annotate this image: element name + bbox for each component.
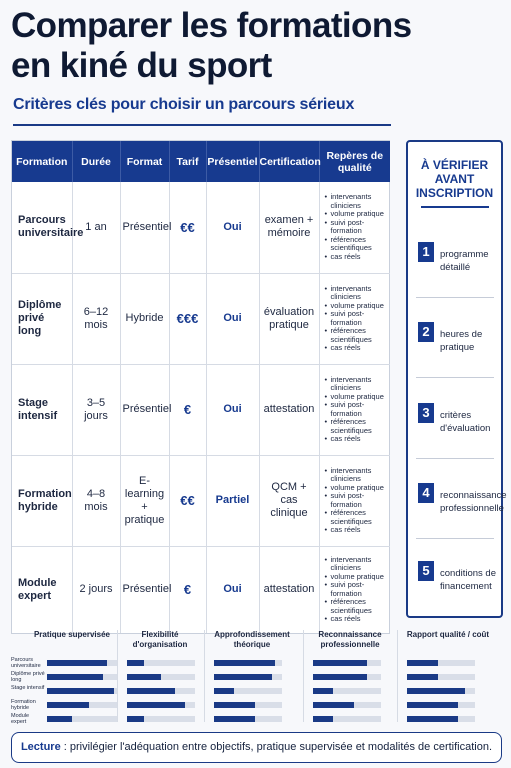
header-duree: Durée (72, 141, 120, 182)
quality-list (325, 285, 389, 353)
quality-list (325, 193, 389, 261)
bar-fill (313, 660, 367, 666)
step-divider (416, 377, 494, 378)
table-row (12, 364, 390, 455)
step-divider (416, 538, 494, 539)
bar-row-label: Diplôme privé long (11, 671, 45, 683)
bar-fill (47, 674, 103, 680)
cell-format: Présentiel (120, 182, 169, 273)
header-formation: Formation (12, 141, 72, 182)
bar-track (214, 702, 282, 708)
cell-certification: attestation (259, 364, 319, 455)
cell-presentiel: Oui (206, 364, 259, 455)
quality-item: • références scientifiques (325, 509, 389, 526)
bar-column-separator (117, 630, 118, 722)
header-presentiel: Présentiel (206, 141, 259, 182)
bar-fill (127, 660, 144, 666)
step-number-badge: 3 (418, 403, 434, 423)
table-row (12, 455, 390, 546)
step-label: reconnaissance professionnelle (440, 490, 507, 514)
cell-duree: 3–5 jours (72, 364, 120, 455)
step-number-badge: 1 (418, 242, 434, 262)
cell-certification: attestation (259, 546, 319, 633)
bar-row-label: Stage intensif (11, 685, 45, 691)
cell-certification: examen + mémoire (259, 182, 319, 273)
step-label: critères d'évaluation (440, 410, 491, 434)
quality-item: • cas réels (325, 615, 389, 624)
bar-criterion (33, 630, 111, 726)
bar-fill (313, 674, 367, 680)
quality-list (325, 556, 389, 624)
bar-fill (313, 688, 333, 694)
quality-list (325, 376, 389, 444)
bar-track (407, 660, 475, 666)
bar-criterion-title: Flexibilité d'organisation (132, 630, 188, 649)
quality-item: • références scientifiques (325, 236, 389, 253)
bar-fill (407, 716, 458, 722)
header-certification: Certification (259, 141, 319, 182)
reading-note (11, 732, 502, 763)
page-title-line-2: en kiné du sport (11, 46, 272, 85)
quality-item: • cas réels (325, 435, 389, 444)
bar-fill (407, 660, 438, 666)
table-header-row (12, 141, 390, 182)
page-title (11, 6, 501, 86)
quality-item: • volume pratique (325, 302, 389, 311)
cell-name: Stage intensif (12, 364, 72, 455)
bar-row-label: Module expert (11, 713, 30, 725)
quality-item: • volume pratique (325, 573, 389, 582)
cell-presentiel: Oui (206, 182, 259, 273)
bar-fill (127, 688, 175, 694)
bar-track (47, 660, 117, 666)
step-label: conditions de financement (440, 568, 496, 592)
bar-fill (407, 674, 438, 680)
quality-item: • suivi post-formation (325, 401, 389, 418)
quality-item: • suivi post-formation (325, 310, 389, 327)
bar-column-separator (204, 630, 205, 722)
bar-track (127, 716, 195, 722)
bar-criterion (307, 630, 393, 726)
quality-item: • cas réels (325, 253, 389, 262)
bar-track (47, 716, 117, 722)
checklist-panel (406, 140, 507, 618)
cell-format: Présentiel (120, 364, 169, 455)
bar-fill (127, 674, 161, 680)
cell-tarif: € (169, 364, 206, 455)
bar-track (407, 688, 475, 694)
bar-fill (214, 702, 255, 708)
cell-name: Formation hybride (12, 455, 72, 546)
bar-fill (214, 688, 234, 694)
quality-item: • intervenants cliniciens (325, 376, 389, 393)
quality-item: • intervenants cliniciens (325, 285, 389, 302)
cell-name: Diplôme privé long (12, 273, 72, 364)
checklist-title: À VÉRIFIER AVANT INSCRIPTION (415, 158, 494, 200)
bar-track (47, 674, 117, 680)
cell-tarif: €€€ (169, 273, 206, 364)
bar-fill (47, 716, 72, 722)
cell-reperes (319, 364, 390, 455)
table-row (12, 273, 390, 364)
page-title-line-1: Comparer les formations (11, 6, 412, 45)
cell-duree: 6–12 mois (72, 273, 120, 364)
cell-reperes (319, 182, 390, 273)
step-number-badge: 4 (418, 483, 434, 503)
bar-track (127, 702, 195, 708)
quality-item: • volume pratique (325, 210, 389, 219)
bar-fill (127, 702, 185, 708)
bar-track (313, 674, 381, 680)
bar-row-label: Formation hybride (11, 699, 36, 711)
step-label: heures de pratique (440, 329, 483, 353)
cell-reperes (319, 455, 390, 546)
quality-item: • références scientifiques (325, 327, 389, 344)
cell-duree: 2 jours (72, 546, 120, 633)
bar-criterion-title: Rapport qualité / coût (406, 630, 490, 639)
quality-item: • cas réels (325, 526, 389, 535)
quality-item: • intervenants cliniciens (325, 193, 389, 210)
bar-fill (47, 702, 89, 708)
bar-track (214, 660, 282, 666)
bar-track (313, 702, 381, 708)
cell-presentiel: Partiel (206, 455, 259, 546)
cell-duree: 4–8 mois (72, 455, 120, 546)
bar-track (313, 660, 381, 666)
quality-item: • intervenants cliniciens (325, 556, 389, 573)
bar-track (47, 702, 117, 708)
quality-item: • références scientifiques (325, 598, 389, 615)
comparison-table (11, 140, 390, 634)
cell-presentiel: Oui (206, 273, 259, 364)
cell-presentiel: Oui (206, 546, 259, 633)
quality-item: • références scientifiques (325, 418, 389, 435)
bar-criterion (121, 630, 199, 726)
cell-tarif: €€ (169, 182, 206, 273)
bar-track (214, 716, 282, 722)
bar-fill (407, 702, 458, 708)
subtitle-underline (13, 124, 391, 126)
cell-certification: évaluation pratique (259, 273, 319, 364)
cell-format: E-learning + pratique (120, 455, 169, 546)
criteria-bar-chart (11, 630, 501, 726)
bar-track (313, 688, 381, 694)
cell-tarif: €€ (169, 455, 206, 546)
quality-list (325, 467, 389, 535)
bar-track (127, 660, 195, 666)
bar-criterion-title: Pratique supervisée (33, 630, 111, 639)
bar-track (214, 674, 282, 680)
bar-fill (47, 660, 107, 666)
cell-duree: 1 an (72, 182, 120, 273)
cell-format: Présentiel (120, 546, 169, 633)
quality-item: • intervenants cliniciens (325, 467, 389, 484)
bar-fill (214, 674, 272, 680)
bar-track (47, 688, 117, 694)
bar-track (127, 688, 195, 694)
header-tarif: Tarif (169, 141, 206, 182)
table-row (12, 182, 390, 273)
bar-track (407, 716, 475, 722)
quality-item: • volume pratique (325, 393, 389, 402)
step-number-badge: 5 (418, 561, 434, 581)
header-format: Format (120, 141, 169, 182)
bar-track (127, 674, 195, 680)
bar-fill (127, 716, 144, 722)
cell-reperes (319, 273, 390, 364)
header-reperes: Repères de qualité (319, 141, 390, 182)
bar-criterion (401, 630, 495, 726)
cell-tarif: € (169, 546, 206, 633)
bar-track (407, 674, 475, 680)
bar-column-separator (303, 630, 304, 722)
reading-note-text: : privilégier l'adéquation entre objectifs, pratique supervisée et modalités de certification. (60, 741, 493, 753)
bar-fill (214, 660, 275, 666)
table-row (12, 546, 390, 633)
step-number-badge: 2 (418, 322, 434, 342)
bar-fill (47, 688, 114, 694)
cell-format: Hybride (120, 273, 169, 364)
bar-criterion-title: Approfondissement théorique (214, 630, 290, 649)
cell-certification: QCM + cas clinique (259, 455, 319, 546)
cell-name: Module expert (12, 546, 72, 633)
cell-reperes (319, 546, 390, 633)
table-body (12, 182, 390, 633)
quality-item: • suivi post-formation (325, 219, 389, 236)
bar-criterion (208, 630, 296, 726)
reading-note-label: Lecture (20, 741, 61, 753)
quality-item: • volume pratique (325, 484, 389, 493)
checklist-title-rule (421, 206, 489, 208)
bar-track (214, 688, 282, 694)
bar-criterion-title: Reconnaissance professionnelle (318, 630, 382, 649)
bar-row-label: Parcours universitaire (11, 657, 41, 669)
bar-track (407, 702, 475, 708)
step-label: programme détaillé (440, 249, 489, 273)
quality-item: • cas réels (325, 344, 389, 353)
step-divider (416, 458, 494, 459)
quality-item: • suivi post-formation (325, 581, 389, 598)
bar-fill (313, 702, 354, 708)
bar-track (313, 716, 381, 722)
step-divider (416, 297, 494, 298)
bar-fill (214, 716, 255, 722)
bar-column-separator (397, 630, 398, 722)
bar-fill (407, 688, 465, 694)
page-subtitle: Critères clés pour choisir un parcours sérieux (13, 96, 355, 113)
cell-name: Parcours universitaire (12, 182, 72, 273)
quality-item: • suivi post-formation (325, 492, 389, 509)
bar-fill (313, 716, 333, 722)
